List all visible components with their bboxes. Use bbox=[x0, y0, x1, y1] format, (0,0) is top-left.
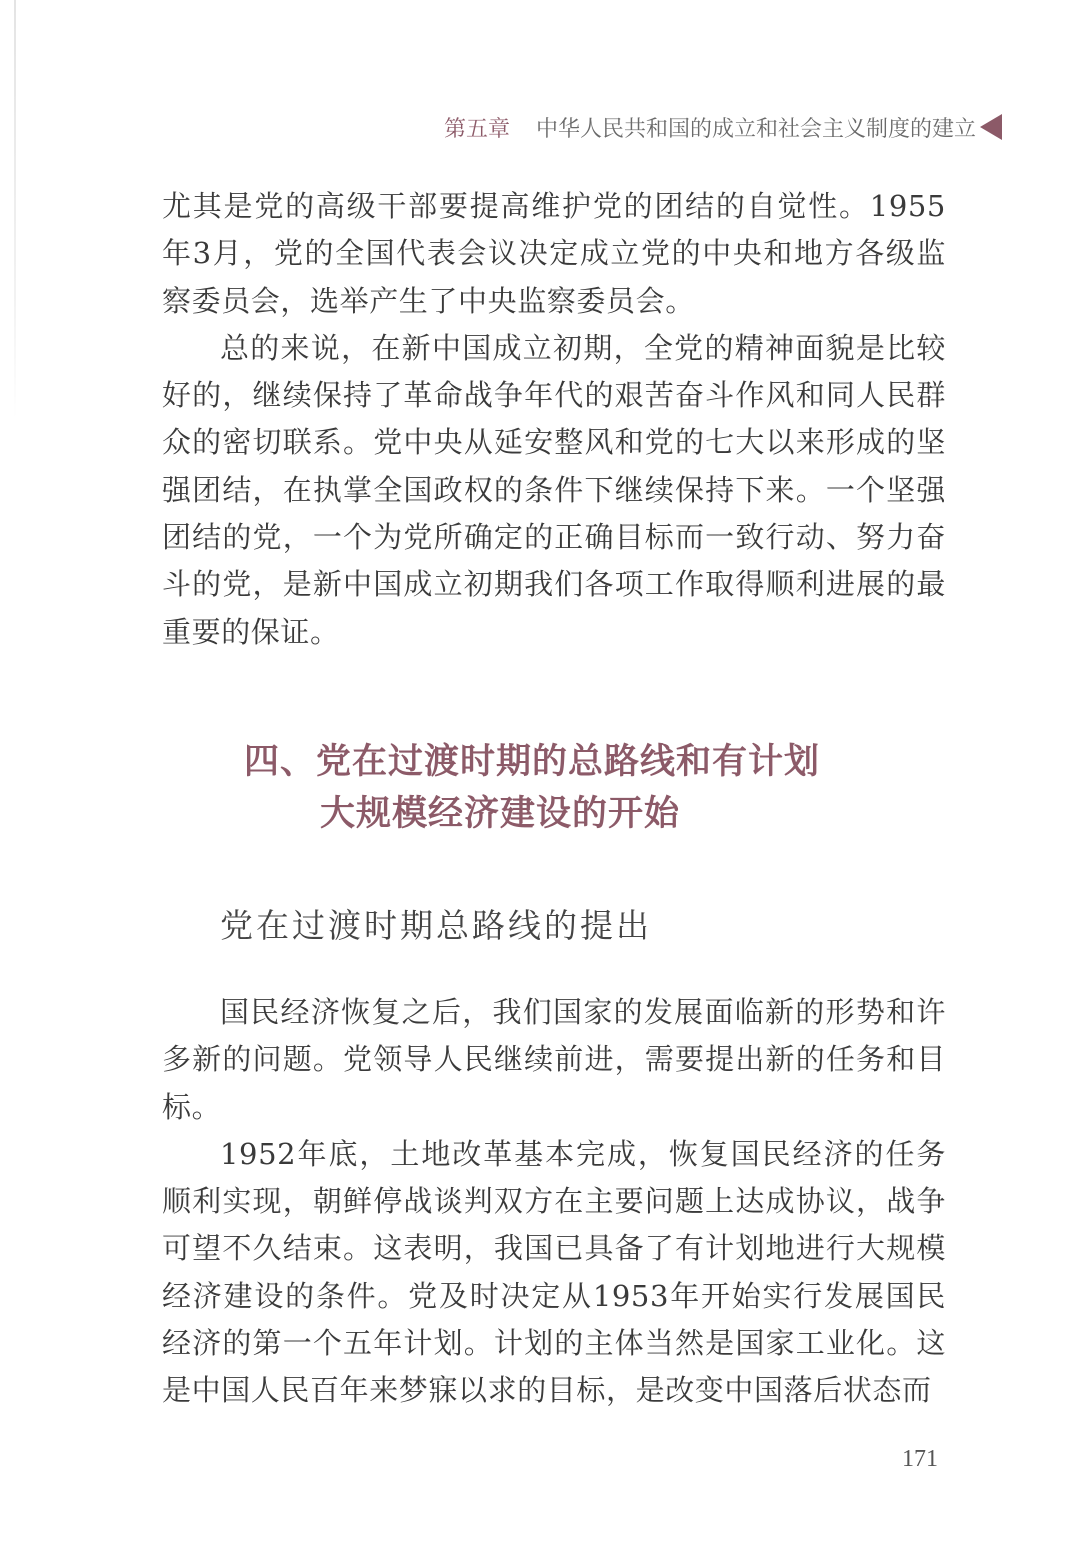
paragraph-1952: 1952年底，土地改革基本完成，恢复国民经济的任务顺利实现，朝鲜停战谈判双方在主要问题上达成协议，战争可望不久结束。这表明，我国已具备了有计划地进行大规模经济建设的条件。党及时决定从1953年开始实行发展国民经济的第一个五年计划。计划的主体当然是国家工业化。这是中国人民百年来梦寐以求的目标，是改变中国落后状态而 bbox=[162, 1136, 946, 1408]
subsection-heading: 党在过渡时期总路线的提出 bbox=[220, 906, 652, 945]
triangle-marker-icon bbox=[980, 114, 1002, 140]
page-binding-edge bbox=[14, 0, 16, 420]
paragraph-new-problems: 国民经济恢复之后，我们国家的发展面临新的形势和许多新的问题。党领导人民继续前进，需要提出新的任务和目标。 bbox=[162, 995, 946, 1124]
section-heading-line2: 大规模经济建设的开始 bbox=[320, 794, 681, 834]
paragraph-summary: 总的来说，在新中国成立初期，全党的精神面貌是比较好的，继续保持了革命战争年代的艰苦奋斗作风和同人民群众的密切联系。党中央从延安整风和党的七大以来形成的坚强团结，在执掌全国政权的条件下继续保持下来。一个坚强团结的党，一个为党所确定的正确目标而一致行动、努力奋斗的党，是新中国成立初期我们各项工作取得顺利进展的最重要的保证。 bbox=[162, 330, 946, 649]
section-heading-line1: 四、党在过渡时期的总路线和有计划 bbox=[244, 742, 821, 782]
running-header bbox=[444, 112, 976, 143]
section-heading bbox=[244, 736, 820, 840]
chapter-number: 第五章 bbox=[443, 117, 510, 142]
body-text-top bbox=[162, 183, 946, 656]
paragraph-continuation: 尤其是党的高级干部要提高维护党的团结的自觉性。1955年3月，党的全国代表会议决定成立党的中央和地方各级监察委员会，选举产生了中央监察委员会。 bbox=[162, 189, 946, 318]
page-number: 171 bbox=[902, 1446, 938, 1472]
chapter-title: 中华人民共和国的成立和社会主义制度的建立 bbox=[535, 117, 976, 142]
body-text-bottom bbox=[162, 989, 946, 1415]
